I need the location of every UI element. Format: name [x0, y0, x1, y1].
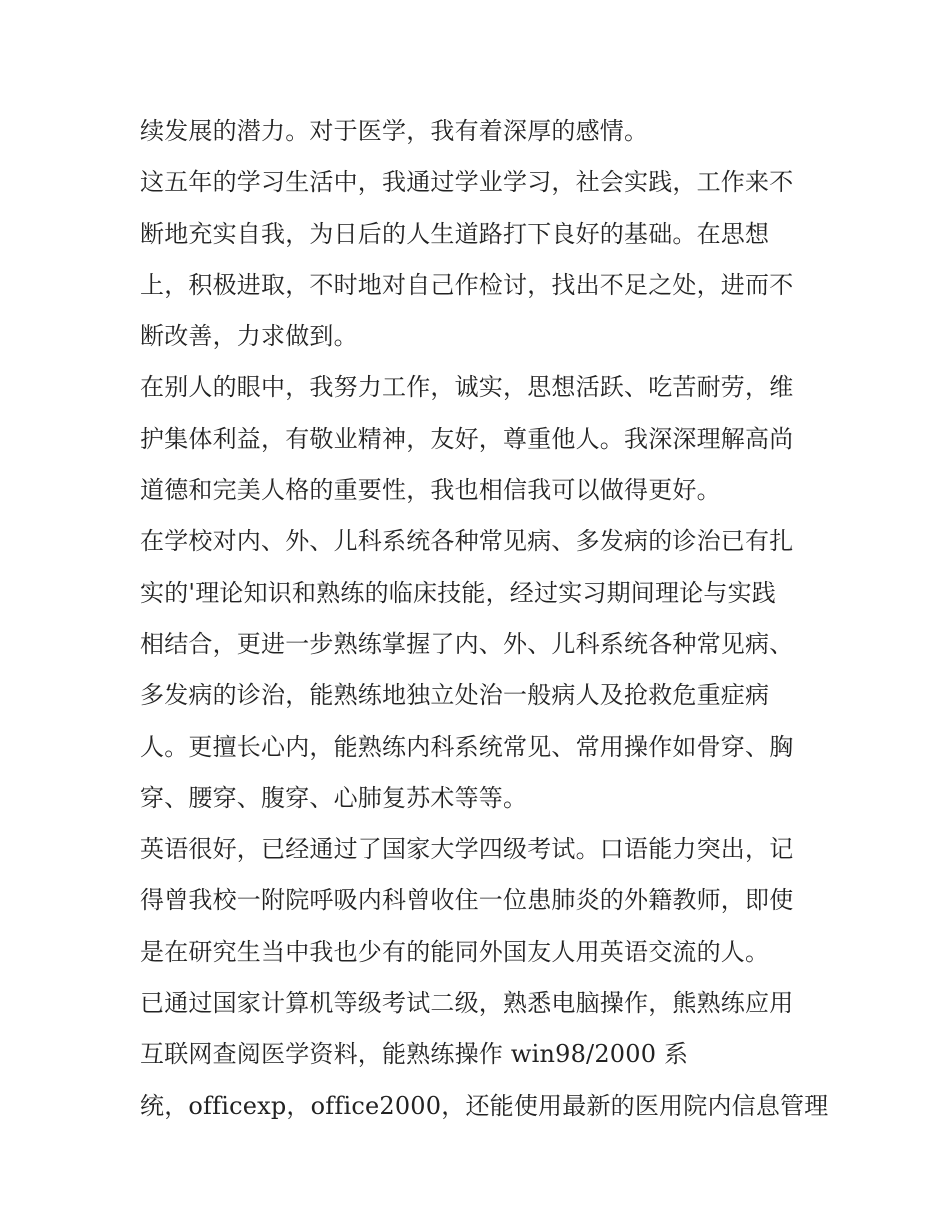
text-line: 续发展的潜力。对于医学，我有着深厚的感情。 — [140, 117, 649, 145]
document-body — [140, 106, 829, 1132]
text-line: 人。更擅长心内，能熟练内科系统常见、常用操作如骨穿、胸 — [140, 732, 794, 761]
text-line: 道德和完美人格的重要性，我也相信我可以做得更好。 — [140, 476, 721, 505]
text-line: 是在研究生当中我也少有的能同外国友人用英语交流的人。 — [140, 937, 770, 966]
text-line: 断地充实自我，为日后的人生道路打下良好的基础。在思想 — [140, 219, 770, 248]
text-line: 英语很好，已经通过了国家大学四级考试。口语能力突出，记 — [140, 835, 794, 864]
text-line: 得曾我校一附院呼吸内科曾收住一位患肺炎的外籍教师，即使 — [140, 886, 794, 915]
text-line: 多发病的诊治，能熟练地独立处治一般病人及抢救危重症病 — [140, 681, 770, 710]
text-line: 在别人的眼中，我努力工作，诚实，思想活跃、吃苦耐劳，维 — [140, 373, 794, 402]
text-line: 护集体利益，有敬业精神，友好，尊重他人。我深深理解高尚 — [140, 424, 794, 453]
text-line: 相结合，更进一步熟练掌握了内、外、儿科系统各种常见病、 — [140, 629, 794, 658]
text-line: 上，积极进取，不时地对自己作检讨，找出不足之处，进而不 — [140, 270, 794, 299]
text-line: 这五年的学习生活中，我通过学业学习，社会实践，工作来不 — [140, 168, 794, 197]
text-line: 实的'理论知识和熟练的临床技能，经过实习期间理论与实践 — [140, 578, 776, 607]
text-line: 互联网查阅医学资料，能熟练操作 win98/2000 系 — [140, 1040, 689, 1069]
text-line: 已通过国家计算机等级考试二级，熟悉电脑操作，熊熟练应用 — [140, 989, 794, 1018]
text-line: 穿、腰穿、腹穿、心肺复苏术等等。 — [140, 783, 528, 812]
text-line: 在学校对内、外、儿科系统各种常见病、多发病的诊治已有扎 — [140, 527, 794, 556]
text-line: 断改善，力求做到。 — [140, 322, 358, 351]
text-line: 统，officexp，office2000，还能使用最新的医用院内信息管理 — [140, 1091, 829, 1120]
